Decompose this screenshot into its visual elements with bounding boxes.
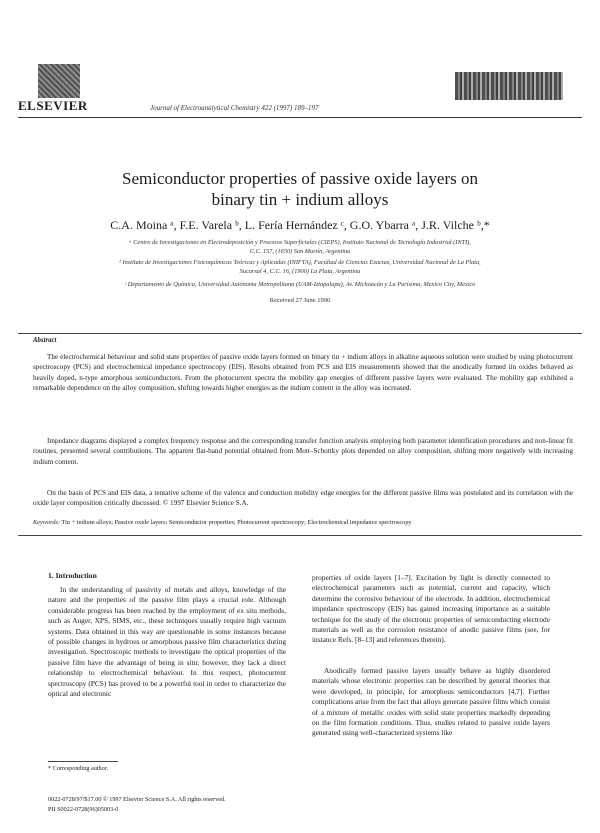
affiliation-line: ᵃ Centro de Investigaciones en Electrodeposición y Procesos Superficiales (CIEPS), Instituto Nacional de Tecnología Industrial (INTI), (129, 239, 471, 246)
footnote-rule (48, 761, 118, 762)
abstract-paragraph: Impedance diagrams displayed a complex frequency response and the corresponding transfer function analysis employing both parameter identification procedures and non-linear fit routines, presented several contributions. The apparent flat-band potential obtained from Mott–Schottky plots depended on alloy composition, shifting more negatively with increasing indium content. (33, 437, 573, 466)
abstract-paragraph: On the basis of PCS and EIS data, a tentative scheme of the valence and conduction mobility edge energies for the different passive films was postulated and its correlation with the oxide layer composition critically discussed. © 1997 Elsevier Science S.A. (33, 489, 573, 508)
publisher-name: ELSEVIER (18, 98, 88, 113)
article-title (0, 168, 600, 210)
journal-reference: Journal of Electroanalytical Chemistry 422 (1997) 189–197 (150, 104, 319, 112)
affiliation-line: C.C. 157, (1650) San Martín, Argentina (249, 248, 351, 255)
title-line-2: binary tin + indium alloys (211, 190, 389, 209)
header-rule (18, 117, 582, 118)
affiliation-a (40, 238, 560, 256)
keywords-text: Tin + indium alloys; Passive oxide layers; Semiconductor properties; Photocurrent spectroscopy; Electrochemical impedance spectroscopy (61, 519, 412, 526)
body-paragraph-right-1: properties of oxide layers [1–7]. Excitation by light is directly connected to electrochemical parameters such as potential, current and capacity, which determine the corrosive behaviour of the electrode. In addition, electrochemical impedance spectroscopy (EIS) has gained increasing importance as a suitable technique for the study of the electronic properties of semiconducting electrode materials as well as the corrosion resistance of anodic passive films (see, for instance Refs. [8–13] and references therein). (312, 573, 550, 645)
author-list: C.A. Moina ᵃ, F.E. Varela ᵇ, L. Fería Hernández ᶜ, G.O. Ybarra ᵃ, J.R. Vilche ᵇ,* (110, 218, 490, 232)
affiliation-line: ᵇ Instituto de Investigaciones Fisicoquímicas Teóricas y Aplicadas (INIFTA), Facultad de Ciencias Exactas, Universidad Nacional de La Plata, (119, 259, 481, 266)
journal-logo (455, 62, 565, 106)
keywords-label: Keywords: (33, 519, 61, 526)
abstract-paragraph: The electrochemical behaviour and solid state properties of passive oxide layers formed on binary tin + indium alloys in alkaline aqueous solution were studied by using photocurrent spectroscopy (PCS) and electrochemical impedance spectroscopy (EIS). Results obtained from PCS and EIS measurements showed that the anodically formed tin oxides behaved as heavily doped, n-type amorphous semiconductors. From the photocurrent spectra the mobility gap energies of different passive layers were evaluated. The mobility gap exhibited a remarkable dependence on the alloy composition, shifting towards higher energies as the indium content in the alloy was increased. (33, 353, 573, 392)
body-paragraph-right-2: Anodically formed passive layers usually behave as highly disordered materials whose electronic properties can be described by general theories that were developed, in principle, for amorphous semiconductors [4,7]. Further complications arise from the fact that alloys generate passive films which consist of a mixture of metallic oxides with solid state properties markedly depending on the film formation conditions. Thus, studies related to passive oxide layers generated using well-characterized systems like (312, 666, 550, 738)
affiliation-line: ᶜ Departamento de Química, Universidad Autónoma Metropolitana (UAM-Iztapalapa), Av. Michoacán y La Purísima, Mexico City, Mexico (124, 281, 476, 288)
keywords (33, 519, 573, 526)
corresponding-author-note: * Corresponding author. (48, 765, 108, 772)
affiliation-c (40, 280, 560, 289)
abstract-rule (18, 333, 582, 334)
received-date: Received 27 June 1996 (269, 297, 331, 304)
section-heading: 1. Introduction (48, 571, 97, 580)
affiliation-b (40, 258, 560, 276)
affiliation-line: Sucursal 4, C.C. 16, (1900) La Plata, Argentina (239, 268, 361, 275)
journal-logo-icon (455, 72, 563, 100)
tree-logo-icon (38, 64, 80, 98)
abstract-heading: Abstract (33, 337, 57, 344)
issn-line: 0022-0728/97/$17.00 © 1997 Elsevier Science S.A. All rights reserved. (48, 796, 226, 803)
title-line-1: Semiconductor properties of passive oxide layers on (122, 169, 478, 188)
keywords-rule (18, 535, 582, 536)
body-paragraph-left: In the understanding of passivity of metals and alloys, knowledge of the nature and the properties of the passive film plays a crucial role. Although considerable progress has been reached by the employment of ex situ methods, such as Auger, XPS, SIMS, etc., these techniques usually require high vacuum systems. Data obtained in this way are questionable in some instances because of possible changes in hydrous or amorphous passive film characteristics during investigation. Spectroscopic methods to investigate the optical properties of the passive film have the advantage of being in situ; however, they lack a direct relationship to electrochemical behaviour. In this respect, photocurrent spectroscopy (PCS) has proved to be a powerful tool in order to characterize the optical and electronic (48, 585, 286, 699)
pii-line: PII S0022-0728(96)05003-0 (48, 806, 119, 813)
